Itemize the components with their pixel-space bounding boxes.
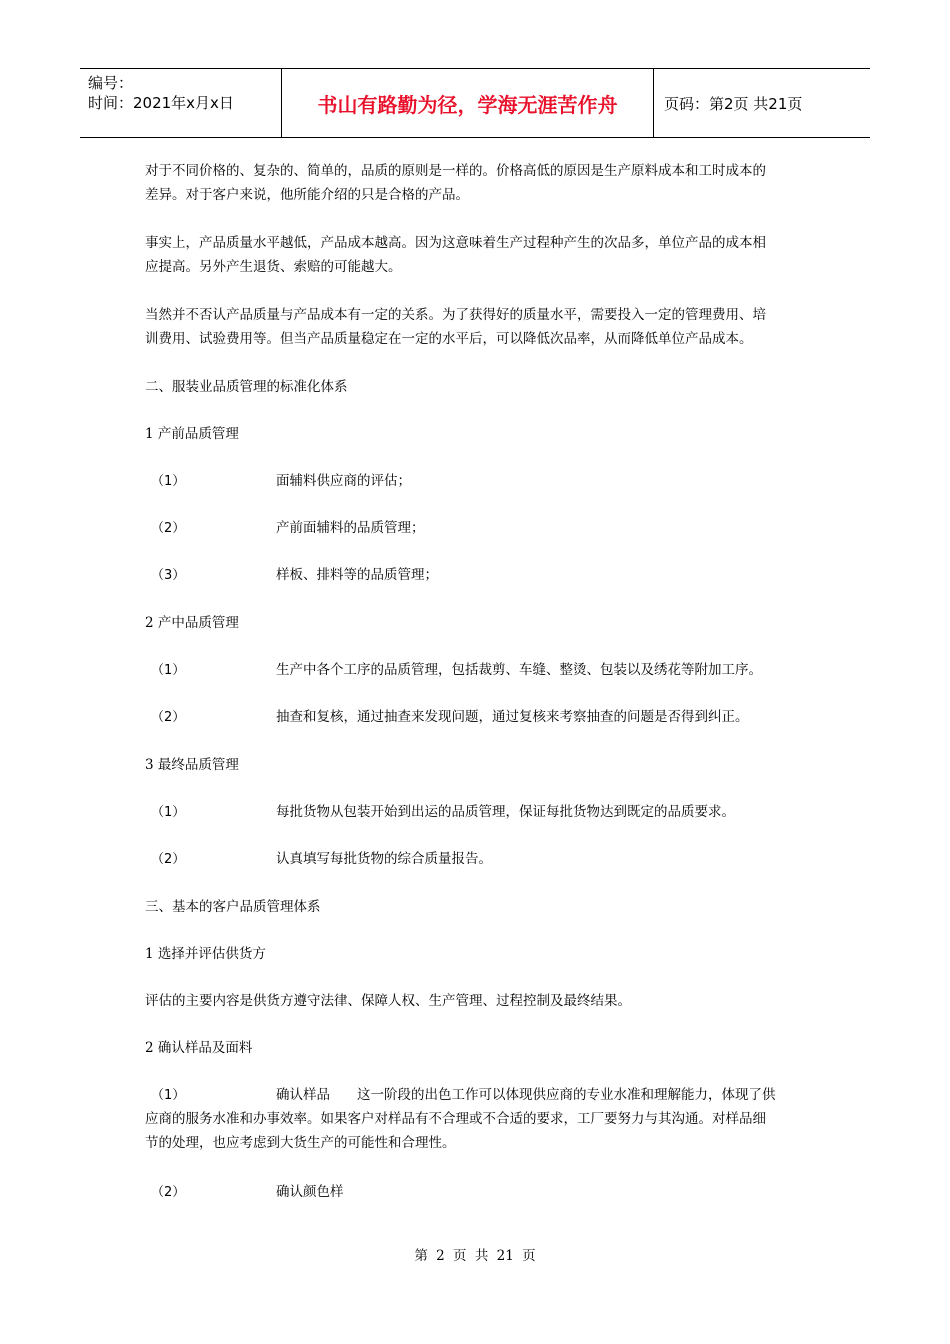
paragraph-line: 当然并不否认产品质量与产品成本有一定的关系。为了获得好的质量水平，需要投入一定的管理费用、培 (145, 307, 766, 323)
paragraph-line: 应提高。另外产生退货、索赔的可能越大。 (145, 259, 402, 275)
paragraph-line: 事实上，产品质量水平越低，产品成本越高。因为这意味着生产过程种产生的次品多，单位产品的成本相 (145, 235, 766, 251)
list-item-number: （3） (151, 568, 186, 583)
list-item-number: （1） (151, 1088, 186, 1103)
subsection-heading: 1 产前品质管理 (145, 426, 239, 442)
header-motto-cell (282, 69, 654, 137)
paragraph-line: 节的处理，也应考虑到大货生产的可能性和合理性。 (145, 1135, 456, 1151)
list-item-text: 产前面辅料的品质管理； (276, 520, 425, 536)
subsection-heading: 3 最终品质管理 (145, 757, 239, 773)
list-item-number: （2） (151, 710, 186, 725)
list-item-number: （2） (151, 1185, 186, 1200)
list-item-text: 每批货物从包装开始到出运的品质管理，保证每批货物达到既定的品质要求。 (276, 804, 735, 820)
subsection-heading: 2 产中品质管理 (145, 615, 239, 631)
list-item-number: （1） (151, 474, 186, 489)
section-heading: 三、基本的客户品质管理体系 (145, 899, 321, 915)
paragraph-line: 评估的主要内容是供货方遵守法律、保障人权、生产管理、过程控制及最终结果。 (145, 993, 631, 1009)
list-item-text: 面辅料供应商的评估； (276, 473, 411, 489)
paragraph-line: 对于不同价格的、复杂的、简单的，品质的原则是一样的。价格高低的原因是生产原料成本和工时成本的 (145, 163, 766, 179)
list-item-text: 认真填写每批货物的综合质量报告。 (276, 851, 492, 867)
list-item-number: （1） (151, 805, 186, 820)
list-item-number: （2） (151, 521, 186, 536)
list-item-number: （1） (151, 663, 186, 678)
motto-text: 书山有路勤为径，学海无涯苦作舟 (317, 92, 618, 117)
page-footer: 第 2 页 共 21 页 (414, 1248, 536, 1264)
paragraph-line: 应商的服务水准和办事效率。如果客户对样品有不合理或不合适的要求，工厂要努力与其沟通。对样品细 (145, 1111, 766, 1127)
header-meta-cell (80, 69, 282, 137)
list-item-text: 生产中各个工序的品质管理，包括裁剪、车缝、整烫、包装以及绣花等附加工序。 (276, 662, 762, 678)
list-item-number: （2） (151, 852, 186, 867)
subsection-heading: 2 确认样品及面料 (145, 1040, 253, 1056)
header-page-cell (654, 69, 870, 137)
header-table (80, 68, 870, 138)
list-item-text: 抽查和复核，通过抽查来发现问题，通过复核来考察抽查的问题是否得到纠正。 (276, 709, 749, 725)
paragraph-line: 差异。对于客户来说，他所能介绍的只是合格的产品。 (145, 187, 469, 203)
list-item-text: 确认颜色样 (276, 1184, 344, 1200)
subsection-heading: 1 选择并评估供货方 (145, 946, 266, 962)
page-info: 页码：第2页 共21页 (664, 94, 803, 113)
list-item-text: 确认样品 这一阶段的出色工作可以体现供应商的专业水准和理解能力，体现了供 (276, 1087, 776, 1103)
list-item-text: 样板、排料等的品质管理； (276, 567, 438, 583)
date-line: 时间：2021年x月x日 (88, 94, 234, 112)
serial-number-label: 编号： (88, 74, 134, 92)
paragraph-line: 训费用、试验费用等。但当产品质量稳定在一定的水平后，可以降低次品率，从而降低单位产品成本。 (145, 331, 753, 347)
section-heading: 二、服装业品质管理的标准化体系 (145, 379, 348, 395)
